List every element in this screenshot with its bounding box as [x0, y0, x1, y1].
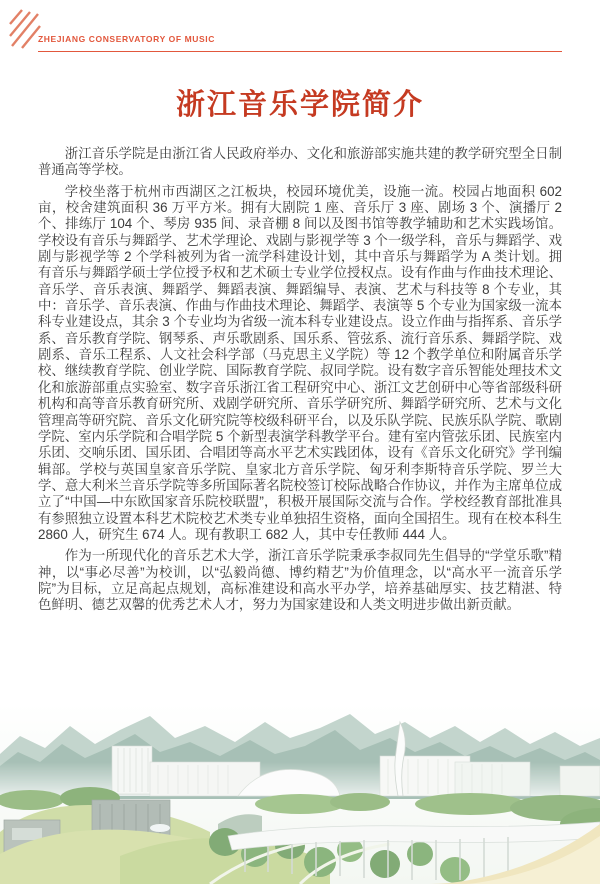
campus-aerial-photo: [0, 704, 600, 884]
corner-stripes-decoration: [8, 8, 42, 50]
paragraph-intro: 浙江音乐学院是由浙江省人民政府举办、文化和旅游部实施共建的教学研究型全日制普通高等学校。: [38, 146, 562, 178]
org-name-english: ZHEJIANG CONSERVATORY OF MUSIC: [38, 34, 216, 44]
page-title: 浙江音乐学院简介: [175, 89, 424, 121]
paragraph-mission: 作为一所现代化的音乐艺术大学，浙江音乐学院秉承李叔同先生倡导的“学堂乐歌”精神，以“事必尽善”为校训，以“弘毅尚德、博约精艺”为价值理念，以“高水平一流音乐学院”为目标，立足高起点规划，高标准建设和高水平办学，培养基础厚实、技艺精湛、特色鲜明、德艺双馨的优秀艺术人才，努力为国家建设和人类文明进步做出新贡献。: [38, 548, 562, 613]
photo-fade-overlay: [0, 704, 600, 884]
paragraph-campus: 学校坐落于杭州市西湖区之江板块，校园环境优美，设施一流。校园占地面积 602 亩，校舍建筑面积 36 万平方米。拥有大剧院 1 座、音乐厅 3 座、剧场 3 个、演播厅 2 个、排练厅 104 个、琴房 935 间、录音棚 8 间以及图书馆等教学辅助和艺术实践场馆。学校设有音乐与舞蹈学、艺术学理论、戏剧与影视学等 3 个一级学科，音乐与舞蹈学、戏剧与影视学等 2 个学科被列为省一流学科建设计划，其中音乐与舞蹈学为 A 类计划。拥有音乐与舞蹈学硕士学位授予权和艺术硕士专业学位授权点。设有作曲与作曲技术理论、音乐学、音乐表演、舞蹈学、舞蹈表演、舞蹈编导、表演、艺术与科技等 8 个专业，其中：音乐学、音乐表演、作曲与作曲技术理论、舞蹈学、表演等 5 个专业为国家级一流本科专业建设点，其余 3 个专业均为省级一流本科专业建设点。设立作曲与指挥系、音乐学系、音乐教育学院、钢琴系、声乐歌剧系、国乐系、管弦系、流行音乐系、舞蹈学院、戏剧系、音乐工程系、人文社会科学部（马克思主义学院）等 12 个教学单位和附属音乐学校、继续教育学院、创业学院、国际教育学院、叔同学院。设有数字音乐智能处理技术文化和旅游部重点实验室、数字音乐浙江省工程研究中心、浙江文艺创研中心等省部级科研机构和高等音乐教育研究所、戏剧学研究所、音乐学研究所、舞蹈学研究所、艺术与文化管理高等研究院、音乐文化研究院等校级科研平台，以及乐队学院、民族乐队学院、歌剧学院、室内乐学院和合唱学院 5 个新型表演学科教学平台。建有室内管弦乐团、民族室内乐团、交响乐团、国乐团、合唱团等高水平艺术实践团体，设有《音乐文化研究》学刊编辑部。学校与英国皇家音乐学院、皇家北方音乐学院、匈牙利李斯特音乐学院、罗兰大学、意大利米兰音乐学院等多所国际著名院校签订校际战略合作协议，并作为主席单位成立了“中国—中东欧国家音乐院校联盟”，积极开展国际交流与合作。学校经教育部批准具有参照独立设置本科艺术院校艺术类专业单独招生资格，面向全国招生。现有在校本科生 2860 人，研究生 674 人。现有教职工 682 人，其中专任教师 444 人。: [38, 183, 562, 542]
header-divider: [38, 51, 562, 52]
page-header: [38, 34, 562, 52]
body-text: [38, 146, 562, 619]
